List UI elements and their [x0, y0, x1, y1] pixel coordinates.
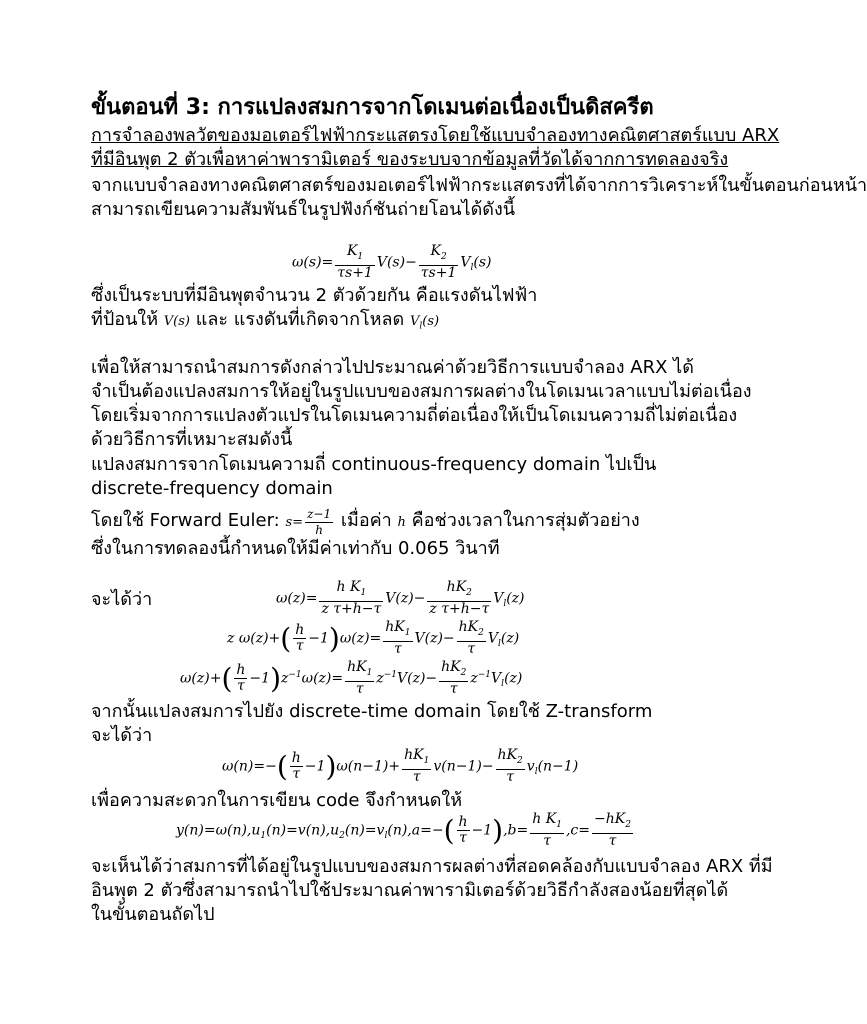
- paragraph-3-line-4: ด้วยวิธีการที่เหมาะสมดังนี้: [91, 429, 293, 450]
- paragraph-1-line-2: สามารถเขียนความสัมพันธ์ในรูปฟังก์ชันถ่ายโอนได้ดังนี้: [91, 199, 516, 220]
- paragraph-8-line-1: จะเห็นได้ว่าสมการที่ได้อยู่ในรูปแบบของสมการผลต่างที่สอดคล้องกับแบบจำลอง ARX ที่มี: [91, 856, 773, 877]
- paragraph-3-line-3: โดยเริ่มจากการแปลงตัวแปรในโดเมนความถี่ต่อเนื่องให้เป็นโดเมนความถี่ไม่ต่อเนื่อง: [91, 405, 738, 426]
- eq1-k2: K: [430, 243, 441, 259]
- forward-euler-s: s=: [285, 515, 304, 530]
- forward-euler-label: โดยใช้ Forward Euler:: [91, 510, 280, 531]
- eq1-mid: V(s)−: [376, 254, 417, 271]
- forward-euler-num: z−1: [307, 507, 332, 521]
- paragraph-6-line-1: จากนั้นแปลงสมการไปยัง discrete-time domain โดยใช้ Z-transform: [91, 701, 653, 722]
- eq1-tail-arg: (s): [473, 254, 492, 271]
- paragraph-5-line-1: [91, 507, 681, 538]
- symbol-vl-s: [409, 314, 440, 332]
- eq1-k2-sub: 2: [440, 251, 447, 262]
- eq1-k1-sub: 1: [357, 251, 364, 262]
- eq1-den-1: τs+1: [337, 264, 373, 281]
- paragraph-2-text-a: ที่ป้อนให้: [91, 309, 159, 330]
- symbol-h: h: [397, 515, 406, 530]
- forward-euler-formula: [285, 507, 335, 537]
- equation-z-domain-3: ω(z)+( $\frac{h}{\tau}$ $-1)z^{-1}\omega(z)=$ $\frac{hK_1}{\tau}$ $z^{-1}V(z)-$ $\frac{hK_2}{\tau}$ $z^{-1}V_l(z)$: [180, 659, 523, 697]
- eq1-lhs: ω(s)=: [292, 254, 334, 271]
- intro-line-1: การจำลองพลวัตของมอเตอร์ไฟฟ้ากระแสตรงโดยใช้แบบจำลองทางคณิตศาสตร์แบบ ARX: [91, 125, 780, 146]
- paragraph-3-line-2: จำเป็นต้องแปลงสมการให้อยู่ในรูปแบบของสมการผลต่างในโดเมนเวลาแบบไม่ต่อเนื่อง: [91, 381, 752, 402]
- eq1-den-2: τs+1: [420, 264, 457, 281]
- eq1-k1: K: [346, 243, 358, 259]
- symbol-vl-sub: l: [419, 321, 423, 332]
- equation-z-domain-2: z ω(z)+( $\frac{h}{\tau}$ −1)ω(z)= $\frac{hK_1}{\tau}$ V(z)− $\frac{hK_2}{\tau}$ $V_l(z)$: [227, 619, 520, 657]
- paragraph-3-line-1: เพื่อให้สามารถนำสมการดังกล่าวไปประมาณค่าด้วยวิธีการแบบจำลอง ARX ได้: [91, 357, 694, 378]
- symbol-vl: V: [409, 314, 420, 329]
- paragraph-2-line-1: ซึ่งเป็นระบบที่มีอินพุตจำนวน 2 ตัวด้วยกัน คือแรงดันไฟฟ้า: [91, 285, 538, 306]
- paragraph-8-line-2: อินพุต 2 ตัวซึ่งสามารถนำไปใช้ประมาณค่าพารามิเตอร์ด้วยวิธีกำลังสองน้อยที่สุดได้: [91, 880, 729, 901]
- page-title: ขั้นตอนที่ 3: การแปลงสมการจากโดเมนต่อเนื่องเป็นดิสครีต: [91, 95, 654, 120]
- paragraph-5-text-b: เมื่อค่า: [340, 510, 392, 531]
- paragraph-4-line-2: discrete-frequency domain: [91, 478, 333, 499]
- eq1-tail: V: [460, 254, 471, 271]
- paragraph-8-line-3: ในขั้นตอนถัดไป: [91, 904, 215, 925]
- paragraph-2-line-2: [91, 308, 681, 339]
- equation-definitions: $y(n)=\omega(n),u_1(n)=v(n),u_2(n)=v_l(n),a=-$( $\frac{h}{\tau}$ −1),b= $\frac{h K_1}{\tau}$ ,c= $\frac{-hK_2}{\tau}$: [176, 811, 631, 849]
- symbol-v-s: V(s): [163, 314, 190, 329]
- intro-line-2: ที่มีอินพุต 2 ตัวเพื่อหาค่าพารามิเตอร์ ของระบบจากข้อมูลที่วัดได้จากการทดลองจริง: [91, 149, 729, 170]
- paragraph-4-line-1: แปลงสมการจากโดเมนความถี่ continuous-frequency domain ไปเป็น: [91, 454, 657, 475]
- symbol-vl-arg: (s): [422, 314, 440, 329]
- paragraph-2-text-b: และ แรงดันที่เกิดจากโหลด: [195, 309, 405, 330]
- forward-euler-den: h: [315, 523, 323, 537]
- equation-difference: ω(n)=−( $\frac{h}{\tau}$ −1)ω(n−1)+ $\frac{hK_1}{\tau}$ v(n−1)− $\frac{hK_2}{\tau}$ $v_l(n-1)$: [222, 747, 579, 785]
- paragraph-1-line-1: จากแบบจำลองทางคณิตศาสตร์ของมอเตอร์ไฟฟ้ากระแสตรงที่ได้จากการวิเคราะห์ในขั้นตอนก่อนหน้า: [91, 175, 867, 196]
- eq1-tail-sub: l: [470, 263, 474, 274]
- paragraph-7: เพื่อความสะดวกในการเขียน code จึงกำหนดให้: [91, 790, 463, 811]
- equation-transfer-function: [292, 244, 492, 281]
- paragraph-6-line-2: จะได้ว่า: [91, 725, 153, 746]
- paragraph-5-text-c: คือช่วงเวลาในการสุ่มตัวอย่าง: [411, 510, 640, 531]
- equation-z-domain-1: ω(z)= $\frac{h K_1}{\text{z τ+h−τ}}$ V(z)− $\frac{hK_2}{\text{z τ+h−τ}}$ $V_l(z)$: [276, 579, 525, 617]
- will-get-label: จะได้ว่า: [91, 589, 153, 610]
- paragraph-5-line-2: ซึ่งในการทดลองนี้กำหนดให้มีค่าเท่ากับ 0.065 วินาที: [91, 538, 500, 559]
